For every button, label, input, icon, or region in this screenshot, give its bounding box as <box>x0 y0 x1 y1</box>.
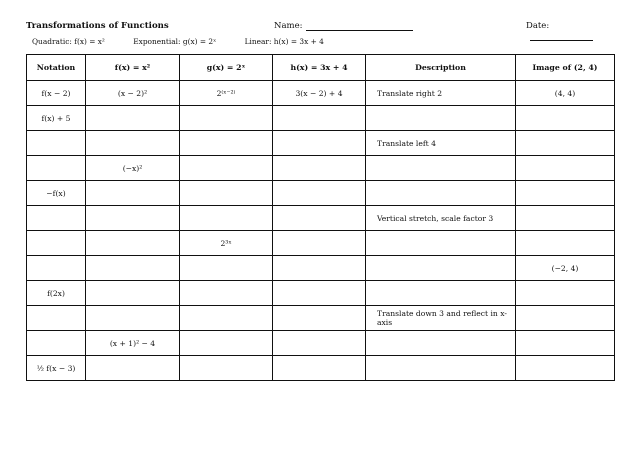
function-definitions <box>32 37 350 46</box>
cell-exponential[interactable] <box>180 131 273 156</box>
table-row <box>27 331 615 356</box>
cell-image[interactable] <box>516 231 615 256</box>
cell-notation[interactable] <box>27 156 86 181</box>
header-notation: Notation <box>27 55 86 81</box>
cell-exponential[interactable] <box>180 156 273 181</box>
cell-description[interactable] <box>366 331 516 356</box>
cell-exponential[interactable] <box>180 181 273 206</box>
cell-notation: f(x) + 5 <box>27 106 86 131</box>
cell-notation[interactable] <box>27 256 86 281</box>
cell-quadratic[interactable] <box>86 281 180 306</box>
table-row <box>27 206 615 231</box>
cell-exponential[interactable] <box>180 256 273 281</box>
table-body <box>27 81 615 381</box>
cell-quadratic[interactable] <box>86 131 180 156</box>
cell-quadratic[interactable] <box>86 106 180 131</box>
cell-quadratic[interactable] <box>86 231 180 256</box>
cell-description[interactable] <box>366 156 516 181</box>
table-row <box>27 231 615 256</box>
cell-description: Translate down 3 and reflect in x-axis <box>366 306 516 331</box>
cell-quadratic: (−x)² <box>86 156 180 181</box>
name-label: Name: <box>274 21 303 31</box>
table-row <box>27 356 615 381</box>
cell-quadratic[interactable] <box>86 356 180 381</box>
cell-description: Translate right 2 <box>366 81 516 106</box>
cell-quadratic[interactable] <box>86 181 180 206</box>
quadratic-definition: Quadratic: f(x) = x² <box>32 37 105 46</box>
cell-notation: −f(x) <box>27 181 86 206</box>
table-row <box>27 106 615 131</box>
linear-definition: Linear: h(x) = 3x + 4 <box>244 37 324 46</box>
cell-image[interactable] <box>516 181 615 206</box>
worksheet-header <box>26 21 614 35</box>
worksheet-title: Transformations of Functions <box>26 21 169 31</box>
cell-exponential[interactable] <box>180 356 273 381</box>
cell-linear[interactable] <box>273 356 366 381</box>
cell-image[interactable] <box>516 331 615 356</box>
header-linear: h(x) = 3x + 4 <box>273 55 366 81</box>
cell-quadratic[interactable] <box>86 206 180 231</box>
cell-description[interactable] <box>366 231 516 256</box>
cell-quadratic[interactable] <box>86 306 180 331</box>
header-exponential: g(x) = 2ˣ <box>180 55 273 81</box>
date-blank-line[interactable] <box>530 31 593 41</box>
cell-linear[interactable] <box>273 206 366 231</box>
table-row <box>27 181 615 206</box>
name-blank-line[interactable] <box>306 21 413 31</box>
table-row <box>27 256 615 281</box>
cell-image[interactable] <box>516 306 615 331</box>
cell-exponential: 2⁽ˣ⁻²⁾ <box>180 81 273 106</box>
cell-notation: ½ f(x − 3) <box>27 356 86 381</box>
cell-linear[interactable] <box>273 281 366 306</box>
header-quadratic: f(x) = x² <box>86 55 180 81</box>
cell-linear[interactable] <box>273 131 366 156</box>
cell-description: Vertical stretch, scale factor 3 <box>366 206 516 231</box>
cell-notation[interactable] <box>27 231 86 256</box>
cell-notation: f(x − 2) <box>27 81 86 106</box>
cell-quadratic[interactable] <box>86 256 180 281</box>
table-row <box>27 81 615 106</box>
cell-notation[interactable] <box>27 131 86 156</box>
cell-description[interactable] <box>366 356 516 381</box>
table-row <box>27 306 615 331</box>
cell-description[interactable] <box>366 281 516 306</box>
cell-exponential[interactable] <box>180 281 273 306</box>
cell-exponential[interactable] <box>180 306 273 331</box>
table-row <box>27 281 615 306</box>
date-field[interactable] <box>526 21 614 41</box>
cell-linear[interactable] <box>273 231 366 256</box>
cell-image[interactable] <box>516 106 615 131</box>
cell-exponential[interactable] <box>180 331 273 356</box>
cell-image: (−2, 4) <box>516 256 615 281</box>
cell-description[interactable] <box>366 256 516 281</box>
cell-linear[interactable] <box>273 181 366 206</box>
cell-description[interactable] <box>366 181 516 206</box>
header-image: Image of (2, 4) <box>516 55 615 81</box>
cell-exponential[interactable] <box>180 206 273 231</box>
cell-image[interactable] <box>516 131 615 156</box>
table-row <box>27 156 615 181</box>
cell-exponential[interactable] <box>180 106 273 131</box>
exponential-definition: Exponential: g(x) = 2ˣ <box>133 37 217 46</box>
date-label: Date: <box>526 21 550 31</box>
cell-description: Translate left 4 <box>366 131 516 156</box>
cell-image[interactable] <box>516 356 615 381</box>
transformations-table <box>26 54 615 381</box>
cell-linear[interactable] <box>273 256 366 281</box>
cell-notation[interactable] <box>27 331 86 356</box>
cell-image: (4, 4) <box>516 81 615 106</box>
header-description: Description <box>366 55 516 81</box>
table-row <box>27 131 615 156</box>
cell-notation[interactable] <box>27 206 86 231</box>
cell-linear[interactable] <box>273 106 366 131</box>
cell-linear[interactable] <box>273 306 366 331</box>
cell-image[interactable] <box>516 156 615 181</box>
cell-linear[interactable] <box>273 331 366 356</box>
cell-linear: 3(x − 2) + 4 <box>273 81 366 106</box>
name-field[interactable] <box>274 21 413 31</box>
cell-notation[interactable] <box>27 306 86 331</box>
cell-description[interactable] <box>366 106 516 131</box>
table-header-row <box>27 55 615 81</box>
cell-quadratic: (x − 2)² <box>86 81 180 106</box>
cell-quadratic: (x + 1)² − 4 <box>86 331 180 356</box>
cell-exponential: 2³ˣ <box>180 231 273 256</box>
cell-image[interactable] <box>516 281 615 306</box>
cell-linear[interactable] <box>273 156 366 181</box>
cell-image[interactable] <box>516 206 615 231</box>
cell-notation: f(2x) <box>27 281 86 306</box>
